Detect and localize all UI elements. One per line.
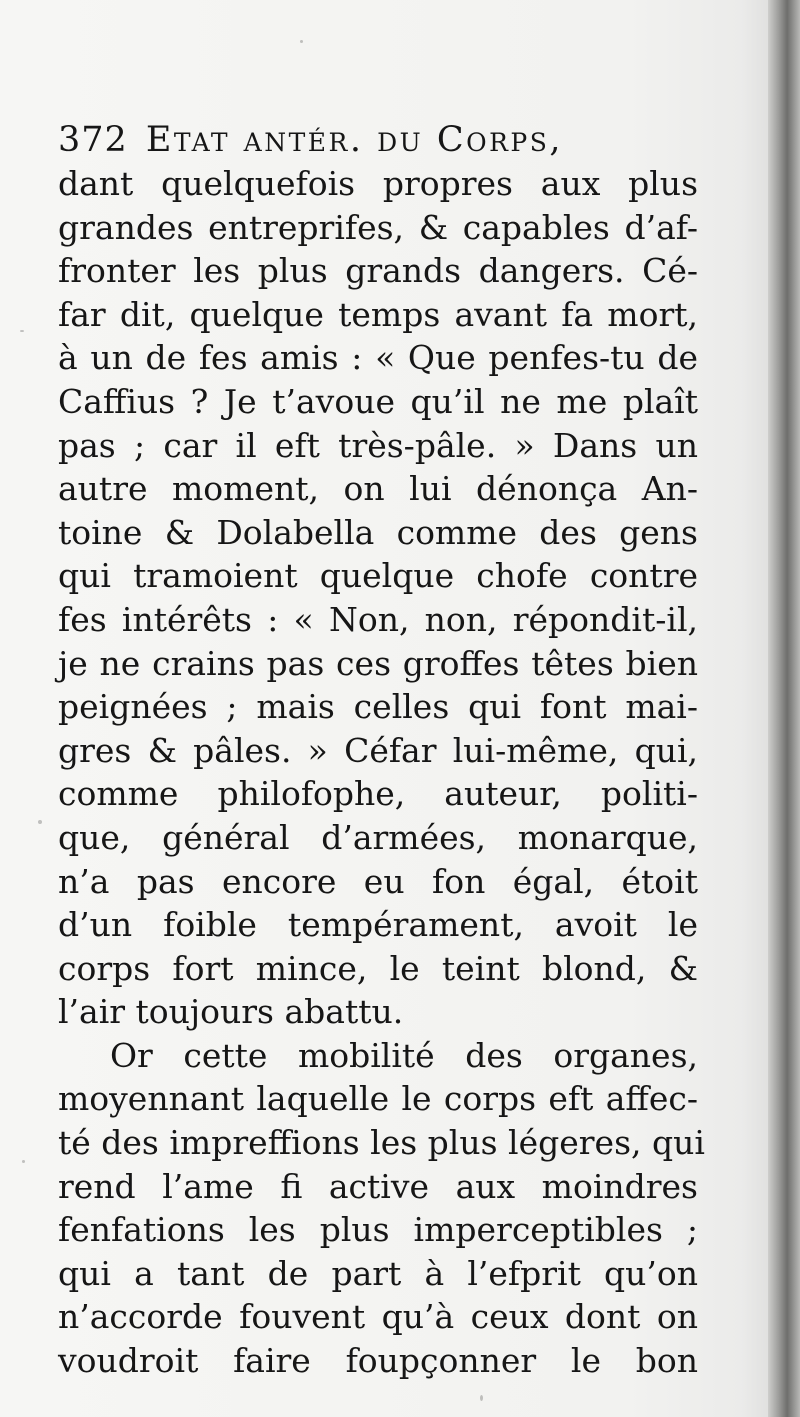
text-line: fronter les plus grands dangers. Cé- xyxy=(58,251,698,291)
text-line: l’air toujours abattu. xyxy=(58,992,404,1032)
text-line: gres & pâles. » Céfar lui-même, qui, xyxy=(58,730,698,770)
text-line: rend l’ame fi active aux moindres xyxy=(58,1166,698,1206)
text-line: pas ; car il eft très-pâle. » Dans un xyxy=(58,425,698,465)
text-line: fes intérêts : « Non, non, répondit-il, xyxy=(58,599,698,639)
text-line: autre moment, on lui dénonça An- xyxy=(58,469,698,509)
page-binding-edge xyxy=(768,0,800,1417)
text-line: dant quelquefois propres aux plus xyxy=(58,164,698,203)
text-line: peignées ; mais celles qui font mai- xyxy=(58,687,698,727)
text-line: Or cette mobilité des organes, xyxy=(110,1035,698,1075)
text-line: Caffius ? Je t’avoue qu’il ne me plaît xyxy=(58,381,698,421)
text-line: fenfations les plus imperceptibles ; xyxy=(58,1210,698,1250)
text-line: voudroit faire foupçonner le bon xyxy=(58,1341,698,1381)
text-line: d’un foible tempérament, avoit le xyxy=(58,905,698,945)
text-line: qui a tant de part à l’efprit qu’on xyxy=(58,1253,698,1293)
text-line: que, général d’armées, monarque, xyxy=(58,817,698,857)
page-text xyxy=(58,118,708,1383)
running-title: Etat antér. du Corps, xyxy=(145,120,563,160)
text-line: toine & Dolabella comme des gens xyxy=(58,512,698,552)
text-line: n’accorde fouvent qu’à ceux dont on xyxy=(58,1297,698,1337)
text-line: té des impreffions les plus légeres, qui xyxy=(58,1123,705,1163)
text-line: comme philofophe, auteur, politi- xyxy=(58,774,698,814)
text-line: à un de fes amis : « Que penfes-tu de xyxy=(58,338,698,378)
text-line: corps fort mince, le teint blond, & xyxy=(58,948,698,988)
text-line: qui tramoient quelque chofe contre xyxy=(58,556,698,596)
paper-speck xyxy=(480,1395,483,1401)
text-line: moyennant laquelle le corps eft affec- xyxy=(58,1079,698,1119)
text-line: grandes entreprifes, & capables d’af- xyxy=(58,207,698,247)
paper-speck xyxy=(22,1160,25,1163)
paper-speck xyxy=(38,820,42,824)
running-head xyxy=(58,118,708,162)
paper-speck xyxy=(20,330,24,332)
text-line: n’a pas encore eu fon égal, étoit xyxy=(58,861,698,901)
page-number: 372 xyxy=(58,120,128,160)
text-line: far dit, quelque temps avant fa mort, xyxy=(58,294,698,334)
paper-speck xyxy=(300,40,303,43)
text-line: je ne crains pas ces groffes têtes bien xyxy=(58,643,698,683)
